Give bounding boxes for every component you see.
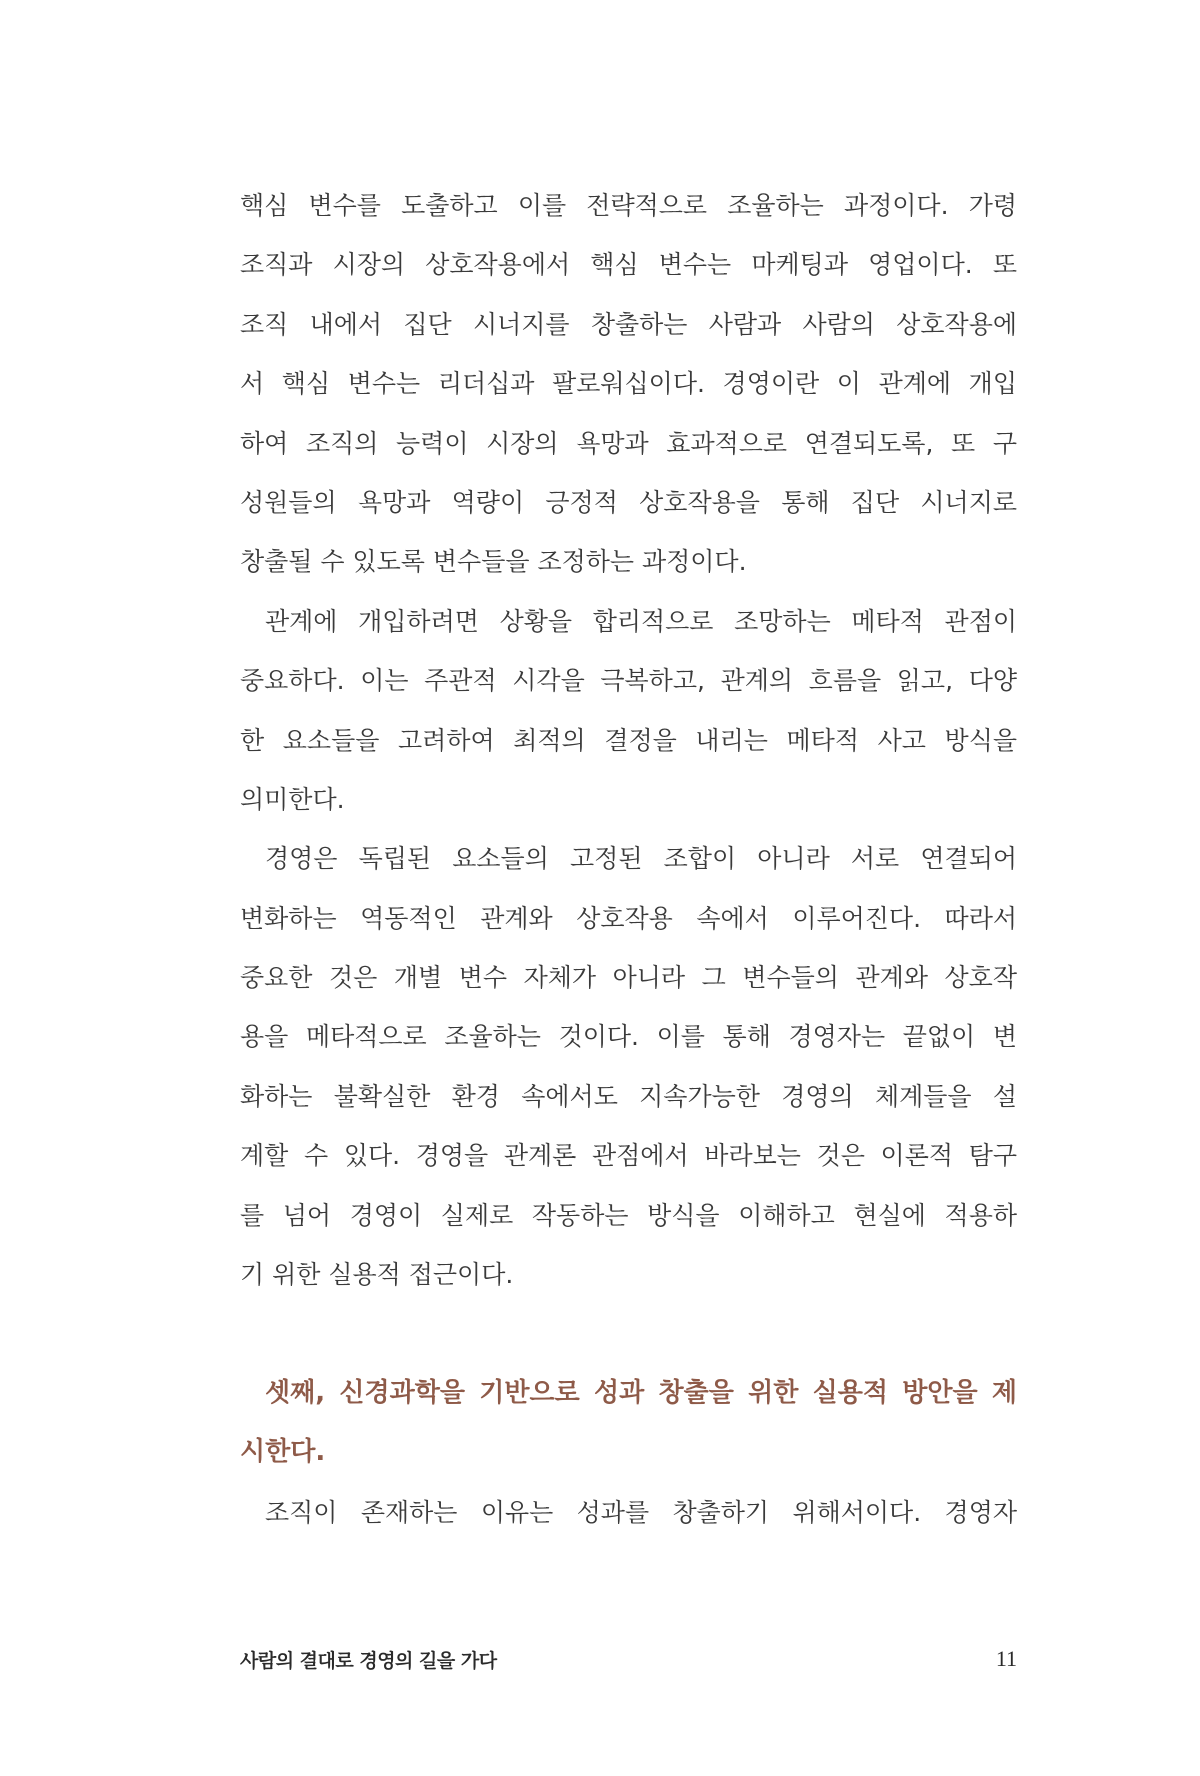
text-line: 중요하다. 이는 주관적 시각을 극복하고, 관계의 흐름을 읽고, 다양 <box>240 666 1017 696</box>
text-line: 하여 조직의 능력이 시장의 욕망과 효과적으로 연결되도록, 또 구 <box>240 428 1017 458</box>
text-line: 를 넘어 경영이 실제로 작동하는 방식을 이해하고 현실에 적용하 <box>240 1200 1017 1230</box>
paragraph-4 <box>240 1483 1017 1542</box>
page-number: 11 <box>995 1646 1017 1671</box>
text-line: 용을 메타적으로 조율하는 것이다. 이를 통해 경영자는 끝없이 변 <box>240 1022 1017 1052</box>
text-line: 경영은 독립된 요소들의 고정된 조합이 아니라 서로 연결되어 <box>265 844 1017 874</box>
paragraph-2 <box>240 592 1017 830</box>
text-line: 기 위한 실용적 접근이다. <box>240 1260 514 1290</box>
text-line: 한 요소들을 고려하여 최적의 결정을 내리는 메타적 사고 방식을 <box>240 725 1017 755</box>
text-line: 서 핵심 변수는 리더십과 팔로워십이다. 경영이란 이 관계에 개입 <box>240 369 1017 399</box>
text-line: 창출될 수 있도록 변수들을 조정하는 과정이다. <box>240 547 747 577</box>
text-line: 조직과 시장의 상호작용에서 핵심 변수는 마케팅과 영업이다. 또 <box>240 250 1017 280</box>
paragraph-1 <box>240 176 1017 592</box>
text-line: 조직이 존재하는 이유는 성과를 창출하기 위해서이다. 경영자 <box>265 1497 1017 1527</box>
book-title: 사람의 결대로 경영의 길을 가다 <box>240 1649 497 1672</box>
text-line: 변화하는 역동적인 관계와 상호작용 속에서 이루어진다. 따라서 <box>240 903 1017 933</box>
text-line: 의미한다. <box>240 784 345 814</box>
paragraph-3 <box>240 829 1017 1304</box>
spacer <box>240 1304 1017 1363</box>
page-body <box>240 176 1017 1542</box>
text-line: 계할 수 있다. 경영을 관계론 관점에서 바라보는 것은 이론적 탐구 <box>240 1141 1017 1171</box>
text-line: 성원들의 욕망과 역량이 긍정적 상호작용을 통해 집단 시너지로 <box>240 487 1017 517</box>
text-line: 중요한 것은 개별 변수 자체가 아니라 그 변수들의 관계와 상호작 <box>240 963 1017 993</box>
heading-line: 셋째, 신경과학을 기반으로 성과 창출을 위한 실용적 방안을 제 <box>265 1377 1017 1408</box>
heading-line: 시한다. <box>240 1437 326 1468</box>
text-line: 화하는 불확실한 환경 속에서도 지속가능한 경영의 체계들을 설 <box>240 1081 1017 1111</box>
page-footer <box>240 1642 1017 1676</box>
section-heading <box>240 1364 1017 1483</box>
text-line: 관계에 개입하려면 상황을 합리적으로 조망하는 메타적 관점이 <box>265 606 1017 636</box>
text-line: 조직 내에서 집단 시너지를 창출하는 사람과 사람의 상호작용에 <box>240 309 1017 339</box>
text-line: 핵심 변수를 도출하고 이를 전략적으로 조율하는 과정이다. 가령 <box>240 191 1017 220</box>
